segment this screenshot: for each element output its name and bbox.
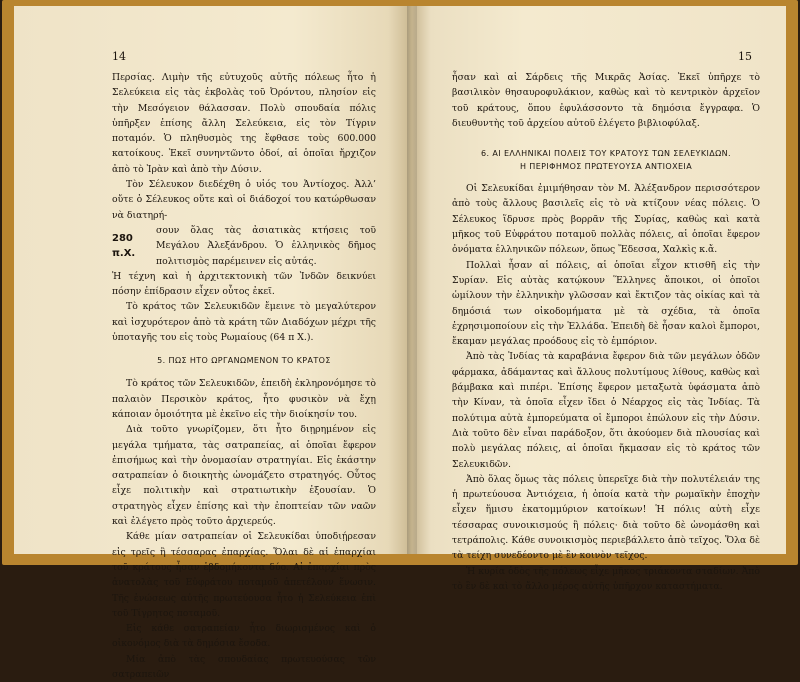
paragraph: Ἡ κυρία ὁδὸς τῆς πόλεως εἶχε μῆκος τριάκοντα σταδίων. Ἀπὸ τὸ ἓν δὲ καὶ τὸ ἄλλο μέρος αὐτῆς ὑπῆρχον καταστήματα. [452,565,760,592]
paragraph-continuation: Ἡ τέχνη καὶ ἡ ἀρχιτεκτονικὴ τῶν Ἰνδῶν δεικνύει πόσην ἐπίδρασιν εἶχεν οὗτος ἐκεῖ. [112,270,376,298]
page-number: 14 [112,50,126,63]
margin-note: 280 π.Χ. [112,232,136,259]
paragraph-continuation: σουν ὅλας τὰς ἀσιατικὰς κτήσεις τοῦ Μεγάλου Ἀλεξάνδρου. Ὁ ἑλληνικὸς δῆμος πολιτισμὸς παρέμεινεν εἰς αὐτάς. [156,224,376,267]
paragraph: Πολλαὶ ἦσαν αἱ πόλεις, αἱ ὁποῖαι εἶχον κτισθῆ εἰς τὴν Συρίαν. Εἰς αὐτὰς κατῴκουν Ἕλληνες ἄποικοι, οἱ ὁποῖοι ὡμίλουν τὴν ἑλληνικὴν γλῶσσαν καὶ ἔκτιζον τὰς οἰκίας καὶ τὰ δημόσιά των οἰκοδομήματα μὲ τὰ σχέδια, τὰ ὁποῖα ἐχρησιμοποίουν εἰς τὴν Ἑλλάδα. Ἐπειδὴ δὲ ἦσαν καλοὶ ἔμποροι, ἔκαμαν μεγάλας προόδους εἰς τὸ ἐμπόριον. [452,259,760,348]
section-heading: 5. ΠΩΣ ΗΤΟ ΩΡΓΑΝΩΜΕΝΟΝ ΤΟ ΚΡΑΤΟΣ [157,356,331,366]
paragraph: Οἱ Σελευκίδαι ἐμιμήθησαν τὸν Μ. Ἀλέξανδρον περισσότερον ἀπὸ τοὺς ἄλλους βασιλεῖς εἰς τὸ νὰ κτίζουν νέας πόλεις. Ὁ Σέλευκος ἵδρυσε πρὸς βορρᾶν τῆς Συρίας, καθὼς καὶ κατὰ μῆκος τοῦ Εὐφράτου ποταμοῦ πολλὰς πόλεις, αἱ ὁποῖαι ἔφερον ὀνόματα ἑλληνικῶν πόλεων, ὅπως Ἔδεσσα, Χαλκὶς κ.ἄ. [452,183,760,256]
section-heading [452,147,760,173]
paragraph: Ἀπὸ ὅλας ὅμως τὰς πόλεις ὑπερεῖχε διὰ τὴν πολυτέλειάν της ἡ πρωτεύουσα Ἀντιόχεια, ἡ ὁποία κατὰ τὴν ρωμαϊκὴν ἐποχὴν εἶχεν ἥμισυ ἑκατομμύριον κατοίκων! Ἡ πόλις αὐτὴ εἶχε τέσσαρας συνοικισμούς ἢ πόλεις· διὰ τοῦτο δὲ ὠνομάσθη καὶ τετράπολις. Κάθε συνοικισμὸς περιεβάλλετο ἀπὸ τεῖχος. Ὅλα δὲ τὰ τείχη συνεδέοντο μὲ ἓν κοινὸν τεῖχος. [452,473,760,562]
page-number: 15 [738,50,752,63]
paragraph: Εἰς κάθε σατραπείαν ἦτο διωρισμένος καὶ ὁ οἰκονόμος διὰ τὰ δημόσια ἔσοδα. [112,623,376,650]
paragraph: Τὸν Σέλευκον διεδέχθη ὁ υἱός του Ἀντίοχος. Ἀλλ’ οὔτε ὁ Σέλευκος οὔτε καὶ οἱ διάδοχοί του κατώρθωσαν νὰ διατηρή- [112,179,376,221]
left-page [14,6,412,680]
paragraph: Ἀπὸ τὰς Ἰνδίας τὰ καραβάνια ἔφερον διὰ τῶν μεγάλων ὁδῶν φάρμακα, ἀδάμαντας καὶ ἄλλους πολυτίμους λίθους, καθὼς καὶ βάμβακα καὶ πιπέρι. Ἐπίσης ἔφερον μεταξωτὰ ὑφάσματα ἀπὸ τὴν Κίναν, τὰ ὁποῖα εἶχεν ἴδει ὁ Νέαρχος εἰς τὰς Ἰνδίας. Τὰ πολύτιμα αὐτὰ ἐμπορεύματα οἱ ἔμποροι ἐπώλουν εἰς τὴν Δύσιν. Διὰ τοῦτο δὲν εἶναι παράδοξον, ὅτι ἀκούομεν διὰ πλουσίας καὶ πολὺ μεγάλας πόλεις, αἱ ὁποῖαι ἤκμασαν εἰς τὸ κράτος τῶν Σελευκιδῶν. [452,351,760,470]
paragraph: Περσίας. Λιμὴν τῆς εὐτυχοῦς αὐτῆς πόλεως ἦτο ἡ Σελεύκεια εἰς τὰς ἐκβολὰς τοῦ Ὀρόντου, πλησίον εἰς τὴν Μεσόγειον θάλασσαν. Πολὺ σπουδαία πόλις ὑπῆρξεν ἐπίσης ἄλλη Σελεύκεια, εἰς τὸν Τίγριν ποταμόν. Ὁ πληθυσμὸς της ἔφθασε τοὺς 600.000 κατοίκους. Ἐκεῖ συνηντῶντο ὁδοί, αἱ ὁποῖαι ἤρχιζον ἀπὸ τὸ Ἰρὰν καὶ ἀπὸ τὴν Δύσιν. [112,72,376,175]
paragraph: Τὸ κράτος τῶν Σελευκιδῶν, ἐπειδὴ ἐκληρονόμησε τὸ παλαιὸν Περσικὸν κράτος, ἦτο φυσικὸν νὰ ἔχῃ κάποιαν ὁμοιότητα μὲ ἐκεῖνο εἰς τὴν διοίκησίν του. [112,378,376,420]
paragraph: Διὰ τοῦτο γνωρίζομεν, ὅτι ἦτο διῃρημένον εἰς μεγάλα τμήματα, τὰς σατραπείας, αἱ ὁποῖαι ἔφερον ἐπισήμως καὶ τὴν ὀνομασίαν στρατηγίαι. Εἰς ἑκάστην σατραπείαν ὁ διοικητὴς ὠνομάζετο στρατηγός. Οὗτος εἶχε πολιτικὴν καὶ στρατιωτικὴν ἐξουσίαν. Ὁ στρατηγὸς εἶχεν ἐπίσης καὶ τὴν ἐποπτείαν τῶν ναῶν καὶ ἐλέγετο πρὸς τοῦτο ἀρχιερεύς. [112,424,376,528]
right-page-text [452,70,760,594]
left-page-text [112,70,376,682]
book-spine [407,6,417,554]
section-heading-line: 6. ΑΙ ΕΛΛΗΝΙΚΑΙ ΠΟΛΕΙΣ ΤΟΥ ΚΡΑΤΟΥΣ ΤΩΝ ΣΕΛΕΥΚΙΔΩΝ. [481,149,731,159]
paragraph: Μία ἀπὸ τὰς σπουδαίας πρωτευούσας τῶν σατραπειῶν [112,653,376,680]
paragraph: Κάθε μίαν σατραπείαν οἱ Σελευκίδαι ὑποδιῄρεσαν εἰς τρεῖς ἢ τέσσαρας ἐπαρχίας. Ὅλαι δὲ αἱ ἐπαρχίαι τοῦ κράτους ἦσαν ἑβδομήκοντα δύο. Αἱ ἐπαρχίαι πρὸς ἀνατολὰς τοῦ Εὐφράτου ποταμοῦ ἀπετέλουν ἕνωσιν. Τῆς ἑνώσεως αὐτῆς πρωτεύουσα ἦτο ἡ Σελεύκεια ἐπὶ τοῦ Τίγρητος ποταμοῦ. [112,531,376,619]
section-heading-line: Η ΠΕΡΙΦΗΜΟΣ ΠΡΩΤΕΥΟΥΣΑ ΑΝΤΙΟΧΕΙΑ [519,162,693,172]
margin-note-block [112,223,376,269]
paragraph: Τὸ κράτος τῶν Σελευκιδῶν ἔμεινε τὸ μεγαλύτερον καὶ ἰσχυρότερον ἀπὸ τὰ κράτη τῶν Διαδόχων μέχρι τῆς ὑποταγῆς του εἰς τοὺς Ρωμαίους (64 π Χ.). [112,301,376,344]
paragraph: ἦσαν καὶ αἱ Σάρδεις τῆς Μικρᾶς Ἀσίας. Ἐκεῖ ὑπῆρχε τὸ βασιλικὸν θησαυροφυλάκιον, καθὼς καὶ τὸ κεντρικὸν ἀρχεῖον τοῦ κράτους, ὅπου ἐφυλάσσοντο τὰ δημόσια ἔγγραφα. Ὁ διευθυντὴς τοῦ ἀρχείου αὐτοῦ ἐλέγετο βιβλιοφύλαξ. [452,72,760,129]
book-cover [2,0,798,680]
right-page [412,6,786,592]
